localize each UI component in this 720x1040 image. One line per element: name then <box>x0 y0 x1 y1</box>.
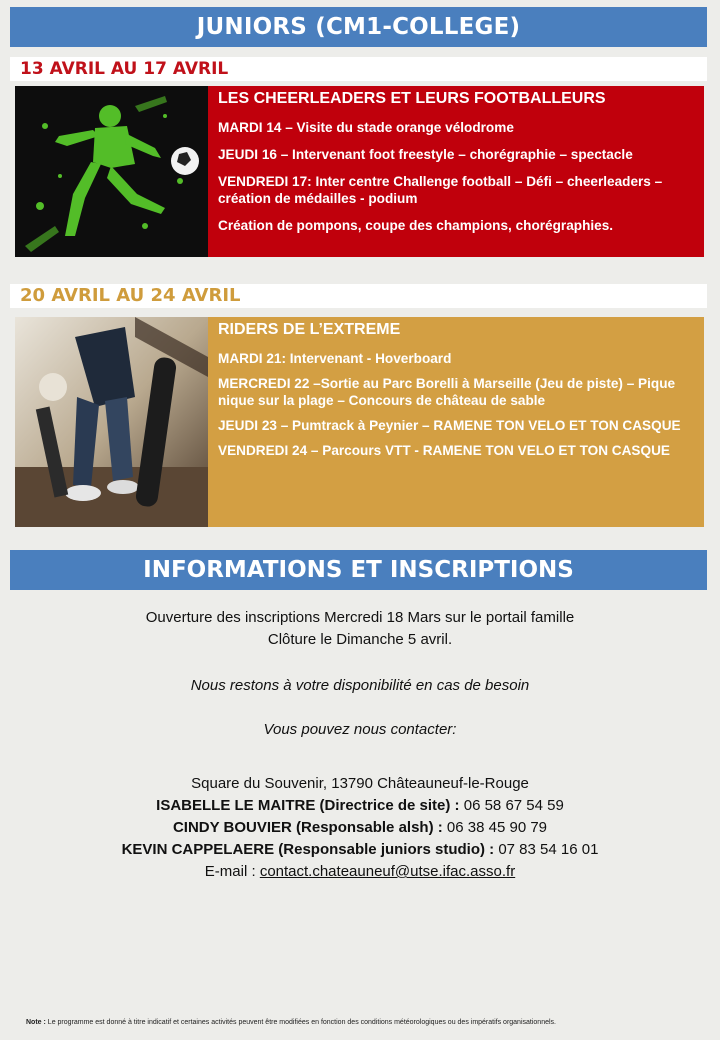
contact-phone: 06 58 67 54 59 <box>463 797 564 814</box>
contact-block <box>0 773 720 883</box>
email-line <box>0 861 720 883</box>
contact-name: KEVIN CAPPELAERE (Responsable juniors studio) : <box>121 841 495 858</box>
footnote <box>26 1019 556 1026</box>
opening-text: Ouverture des inscriptions Mercredi 18 Mars sur le portail famille <box>145 609 575 626</box>
contact-us-line: Vous pouvez nous contacter: <box>263 721 457 738</box>
contact-phone: 07 83 54 16 01 <box>498 841 599 858</box>
address: Square du Souvenir, 13790 Châteauneuf-le-Rouge <box>191 775 529 792</box>
info-title: INFORMATIONS ET INSCRIPTIONS <box>10 550 707 590</box>
skateboard-rider-image <box>15 317 208 527</box>
football-player-image <box>15 86 208 257</box>
week1-activity: Création de pompons, coupe des champions, chorégraphies. <box>218 218 614 233</box>
week1-dates: 13 AVRIL AU 17 AVRIL <box>10 57 707 81</box>
contact-us-text <box>0 719 720 741</box>
email-link[interactable]: contact.chateauneuf@utse.ifac.asso.fr <box>259 863 516 880</box>
week1-panel <box>208 86 704 257</box>
contact-name: ISABELLE LE MAITRE (Directrice de site) : <box>156 797 460 814</box>
availability-text <box>0 675 720 697</box>
week2-activity: MERCREDI 22 –Sortie au Parc Borelli à Marseille (Jeu de piste) – Pique nique sur la plage – Concours de château de sable <box>218 376 676 408</box>
note-text: Le programme est donné à titre indicatif et certaines activités peuvent être modifiées en fonction des conditions météorologiques ou des impératifs organisationnels. <box>47 1019 556 1026</box>
week2-activity: MARDI 21: Intervenant - Hoverboard <box>218 351 452 366</box>
week2-dates: 20 AVRIL AU 24 AVRIL <box>10 284 707 308</box>
registration-info <box>0 607 720 651</box>
availability-line: Nous restons à votre disponibilité en cas de besoin <box>190 677 530 694</box>
email-label: E-mail : <box>204 863 256 880</box>
week1-activity: JEUDI 16 – Intervenant foot freestyle – chorégraphie – spectacle <box>218 147 633 162</box>
contact-line <box>0 839 720 861</box>
week2-title: RIDERS DE L’EXTREME <box>218 321 401 338</box>
week2-panel <box>208 317 704 527</box>
week2-activity: VENDREDI 24 – Parcours VTT - RAMENE TON VELO ET TON CASQUE <box>218 443 670 458</box>
week1-title: LES CHEERLEADERS ET LEURS FOOTBALLEURS <box>218 90 606 107</box>
week1-activity: VENDREDI 17: Inter centre Challenge football – Défi – cheerleaders – création de médailles - podium <box>218 174 663 206</box>
note-label: Note : <box>26 1019 46 1026</box>
contact-line <box>0 817 720 839</box>
page-title: JUNIORS (CM1-COLLEGE) <box>10 7 707 47</box>
contact-phone: 06 38 45 90 79 <box>446 819 548 836</box>
contact-name: CINDY BOUVIER (Responsable alsh) : <box>172 819 443 836</box>
week1-activity: MARDI 14 – Visite du stade orange vélodrome <box>218 120 514 135</box>
contact-line <box>0 795 720 817</box>
week2-activity: JEUDI 23 – Pumtrack à Peynier – RAMENE TON VELO ET TON CASQUE <box>218 418 681 433</box>
closing-text: Clôture le Dimanche 5 avril. <box>267 631 453 648</box>
